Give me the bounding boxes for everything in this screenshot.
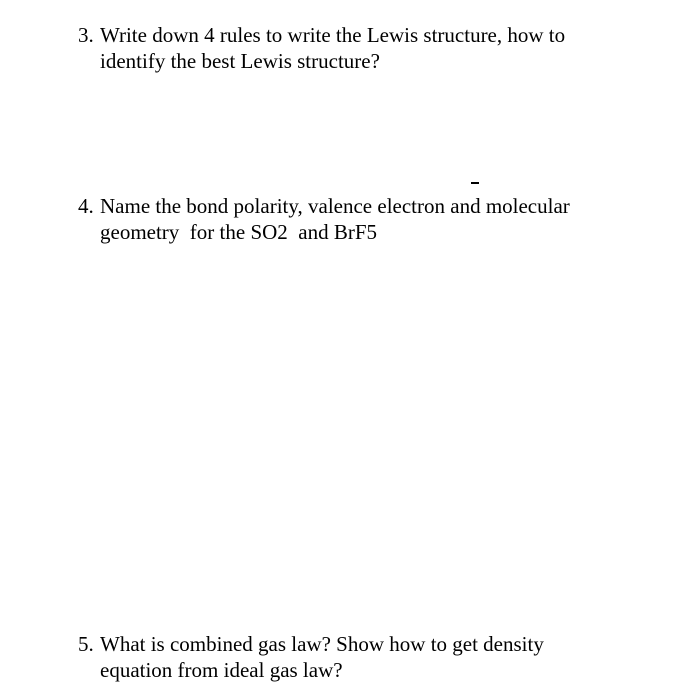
question-text-line-1: Name the bond polarity, valence electron and molecular <box>100 194 570 218</box>
question-number: 3. <box>78 23 94 47</box>
question-number: 4. <box>78 194 94 218</box>
question-text-line-2: equation from ideal gas law? <box>100 658 343 682</box>
question-4 <box>78 193 638 245</box>
question-5 <box>78 631 638 683</box>
question-text-line-2: identify the best Lewis structure? <box>100 49 380 73</box>
question-3 <box>78 22 638 74</box>
question-text-line-1: Write down 4 rules to write the Lewis structure, how to <box>100 23 566 47</box>
question-text-line-1: What is combined gas law? Show how to get density <box>100 632 544 656</box>
question-number: 5. <box>78 632 94 656</box>
question-text-line-2: geometry for the SO2 and BrF5 <box>100 220 378 244</box>
stray-dash-mark <box>471 182 479 184</box>
